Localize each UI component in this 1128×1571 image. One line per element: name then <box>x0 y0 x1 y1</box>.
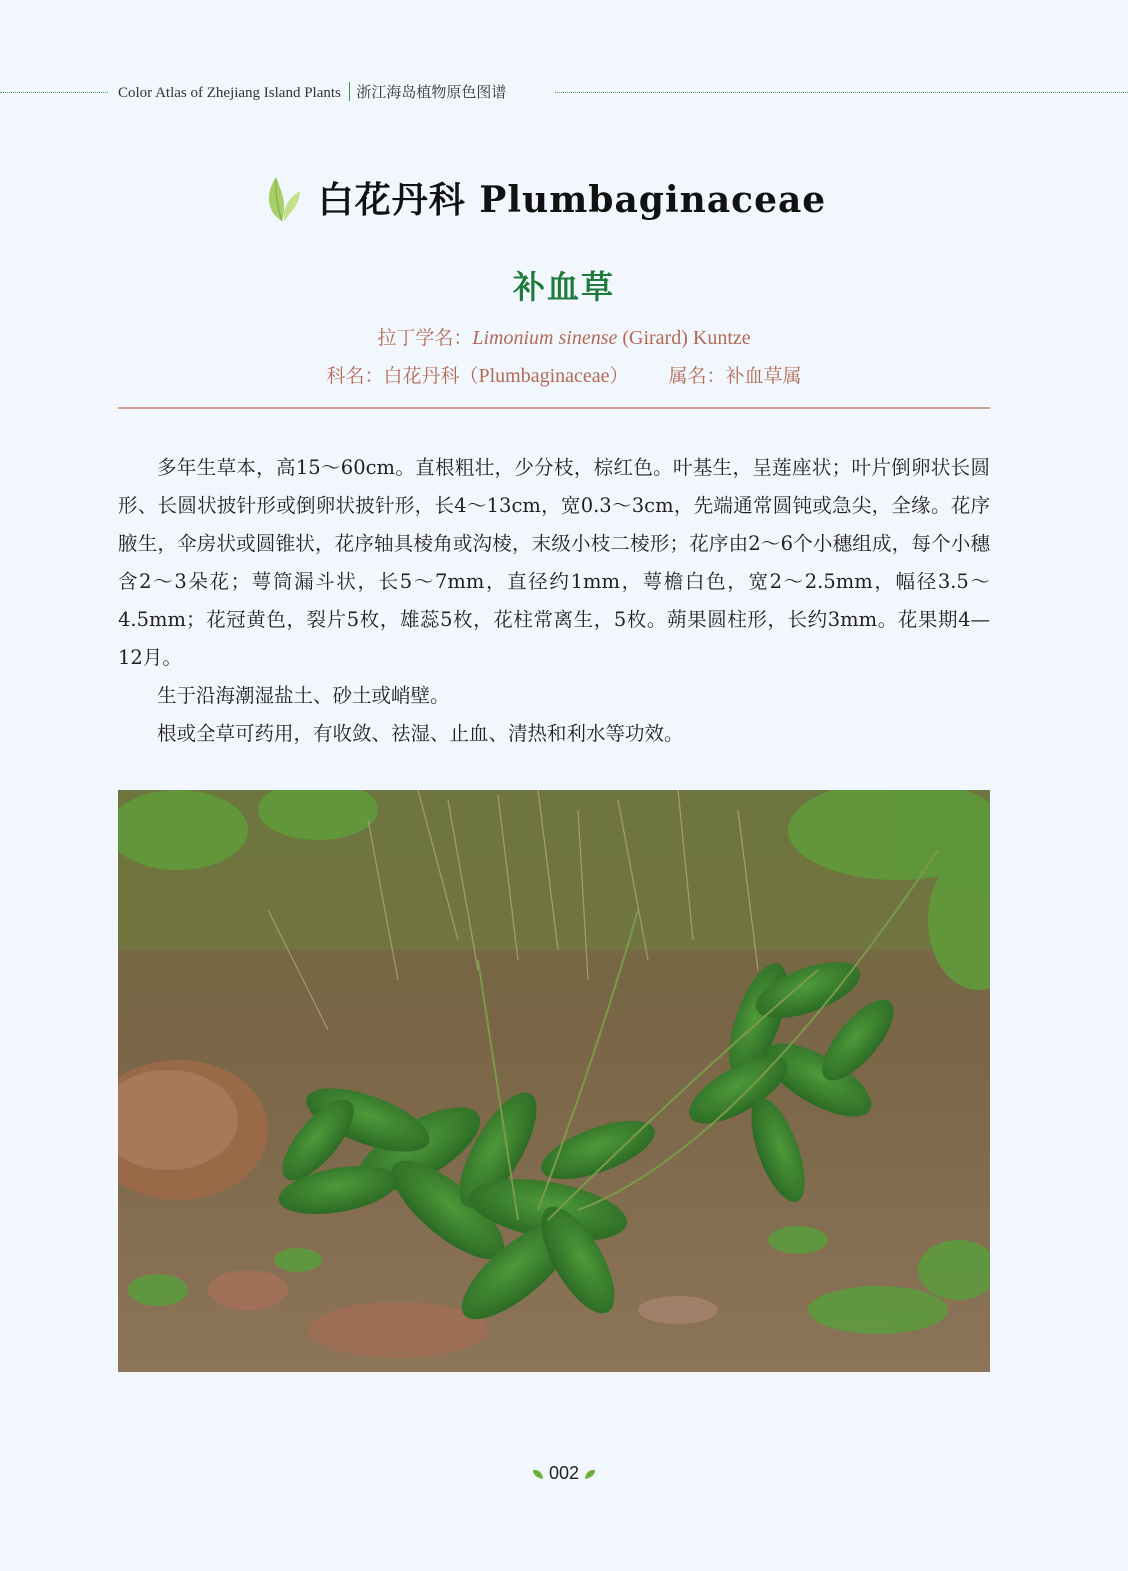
family-genus-line <box>0 361 1128 388</box>
description-uses: 根或全草可药用，有收敛、祛湿、止血、清热和利水等功效。 <box>157 722 684 745</box>
latin-authority: (Girard) Kuntze <box>617 327 751 349</box>
family-close: ） <box>609 365 629 387</box>
latin-label: 拉丁学名： <box>377 327 473 349</box>
plant-photo <box>118 790 990 1372</box>
leaf-icon <box>532 1468 544 1480</box>
species-chinese-name: 补血草 <box>512 268 615 306</box>
running-header <box>118 82 506 103</box>
latin-name-line <box>0 323 1128 350</box>
description-morphology: 多年生草本，高15～60cm。直根粗壮，少分枝，棕红色。叶基生，呈莲座状；叶片倒卵状长圆形、长圆状披针形或倒卵状披针形，长4～13cm，宽0.3～3cm，先端通常圆钝或急尖，全缘。花序腋生，伞房状或圆锥状，花序轴具棱角或沟棱，末级小枝二棱形；花序由2～6个小穗组成，每个小穗含2～3朵花；萼筒漏斗状，长5～7mm，直径约1mm，萼檐白色，宽2～2.5mm，幅径3.5～4.5mm；花冠黄色，裂片5枚，雄蕊5枚，花柱常离生，5枚。蒴果圆柱形，长约3mm。花果期4—12月。 <box>118 456 990 669</box>
family-latin: Plumbaginaceae <box>478 365 610 387</box>
genus-label: 属名：补血草属 <box>668 365 802 387</box>
family-title: 白花丹科 Plumbaginaceae <box>317 179 827 221</box>
leaf-icon <box>262 173 302 223</box>
latin-binomial: Limonium sinense <box>472 327 618 349</box>
page-number-row <box>0 1463 1128 1484</box>
header-dotted-line-left <box>0 92 108 93</box>
header-dotted-line-right <box>555 92 1128 93</box>
family-heading-row <box>0 172 1128 223</box>
page-number: 002 <box>548 1463 580 1483</box>
family-label: 科名：白花丹科（ <box>326 365 479 387</box>
book-title-cn: 浙江海岛植物原色图谱 <box>356 83 507 101</box>
species-description <box>118 449 990 753</box>
description-habitat: 生于沿海潮湿盐土、砂土或峭壁。 <box>157 684 450 707</box>
leaf-icon <box>584 1468 596 1480</box>
book-title-en: Color Atlas of Zhejiang Island Plants <box>118 85 341 101</box>
divider-rule <box>118 407 990 409</box>
header-separator <box>349 82 351 101</box>
